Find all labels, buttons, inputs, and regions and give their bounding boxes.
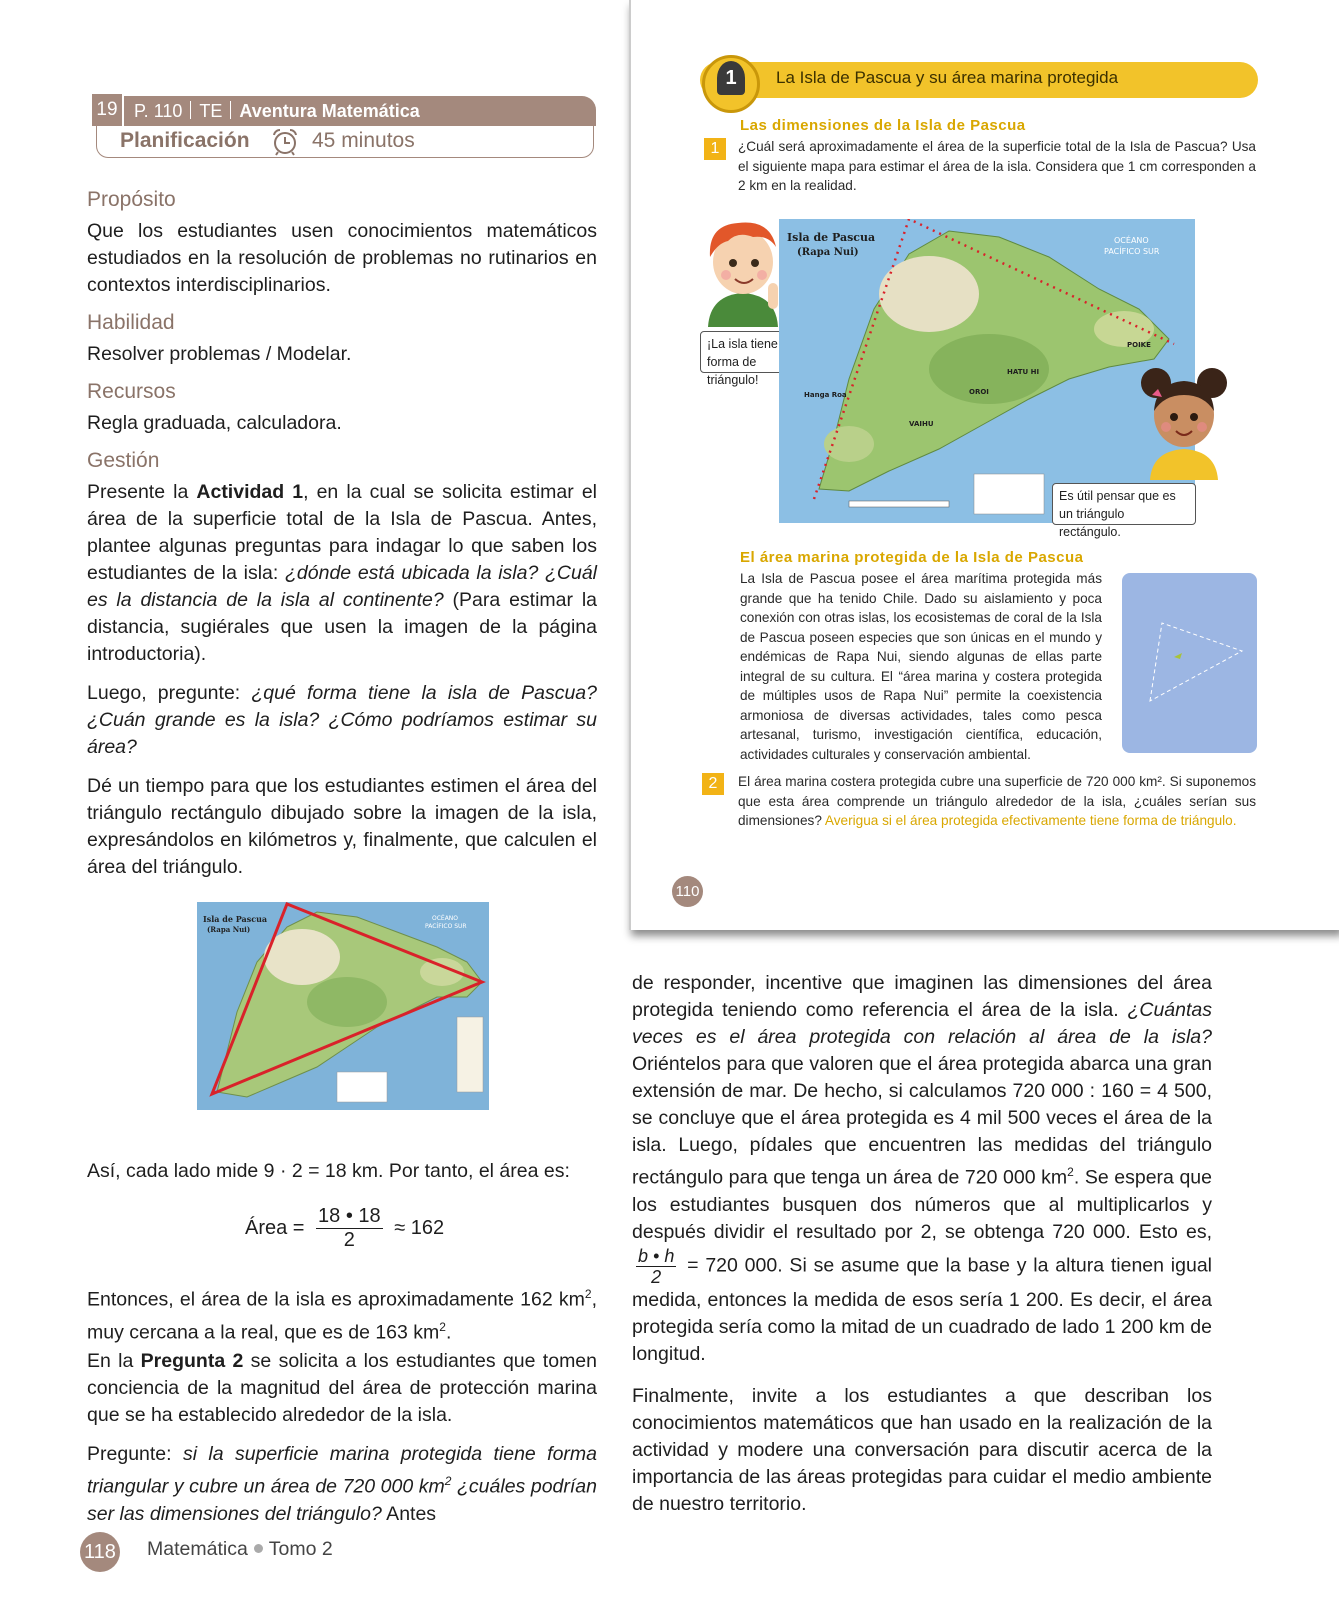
svg-text:(Rapa Nui): (Rapa Nui) bbox=[207, 925, 251, 934]
planning-label: Planificación bbox=[120, 129, 250, 152]
svg-text:OROI: OROI bbox=[969, 388, 989, 396]
girl-character-icon bbox=[1138, 365, 1230, 480]
side-length-text: Así, cada lado mide 9 · 2 = 18 km. Por tanto, el área es: bbox=[87, 1160, 570, 1182]
lesson-number: 19 bbox=[92, 94, 124, 126]
textbook-page-number: 110 bbox=[672, 876, 703, 907]
footer-page-number: 118 bbox=[80, 1532, 120, 1572]
svg-text:PACÍFICO SUR: PACÍFICO SUR bbox=[425, 923, 467, 930]
protected-area-minimap bbox=[1122, 573, 1257, 753]
gestion-paragraph-1: Presente la Actividad 1, en la cual se solicita estimar el área de la superficie total de la Isla de Pascua. Antes, plantee algunas preguntas para indagar lo que saben los estudiantes de la isla: ¿dónde está ubicada la isla? ¿Cuál es la distancia de la isla al continente? (Para estimar la distancia, sugiérales que usen la imagen de la página introductoria). bbox=[87, 481, 598, 665]
te-label: TE bbox=[199, 101, 223, 121]
map-title: Isla de Pascua bbox=[787, 231, 876, 244]
area-formula: Área = $\frac{18 • 18}{2}$ ≈ 162 bbox=[245, 1205, 445, 1251]
header-info bbox=[134, 96, 420, 126]
question-2-text: El área marina costera protegida cubre una superficie de 720 000 km². Si suponemos que esta área comprende un triángulo alrededor de la isla, ¿cuáles serían sus dimensiones? Averigua si el área protegida efectivamente tiene forma de triángulo. bbox=[738, 774, 1256, 828]
alarm-clock-icon bbox=[270, 128, 300, 156]
boy-character-icon bbox=[698, 217, 788, 327]
svg-text:HATU HI: HATU HI bbox=[1007, 368, 1040, 376]
speech-bubble-girl: Es útil pensar que es un triángulo rectángulo. bbox=[1052, 483, 1196, 525]
right-paragraph-1: de responder, incentive que imaginen las dimensiones del área protegida teniendo como referencia el área de la isla. ¿Cuántas veces es el área protegida con relación al área de la isla? Oriéntelos para que valoren que el área protegida abarca una gran extensión de mar. De hecho, si calculamos 720 000 : 160 = 4 500, se concluye que el área protegida es 4 mil 500 veces el área de la isla. Luego, pídales que encuentren las medidas del triángulo rectángulo para que tenga un área de 720 000 $km^2$. Se espera que los estudiantes busquen dos números que al multiplicarlos y después dividir el resultado por 2, se obtenga 720 000. Esto es, $\frac{b • h}{2}$ = 720 000. Si se asume que la base y la altura tienen igual medida, entonces la medida de esos sería 1 200. Es decir, el área protegida sería como la mitad de un cuadrado de lado 1 200 km de longitud. bbox=[632, 972, 1213, 1365]
svg-text:OCÉANO: OCÉANO bbox=[1114, 236, 1149, 245]
recursos-text: Regla graduada, calculadora. bbox=[87, 412, 342, 434]
right-paragraph-2: Finalmente, invite a los estudiantes a que describan los conocimientos matemáticos que han usado en la realización de la actividad y modere una conversación para discutir acerca de la importancia de las áreas protegidas para cuidar el medio ambiente de nuestro territorio. bbox=[632, 1385, 1212, 1515]
pregunte-text: Pregunte: si la superficie marina protegida tiene forma triangular y cubre un área de 720 000 $km^2$ ¿cuáles podrían ser las dimensiones del triángulo? Antes bbox=[87, 1443, 597, 1525]
svg-text:OCÉANO: OCÉANO bbox=[432, 915, 459, 922]
gestion-heading: Gestión bbox=[87, 449, 160, 472]
activity-number: 1 bbox=[717, 61, 745, 95]
proposito-heading: Propósito bbox=[87, 188, 176, 211]
svg-text:VAIHU: VAIHU bbox=[909, 420, 934, 428]
activity-title: La Isla de Pascua y su área marina protegida bbox=[776, 68, 1119, 87]
speech-bubble-boy: ¡La isla tiene forma de triángulo! bbox=[700, 331, 818, 373]
svg-text:PACÍFICO SUR: PACÍFICO SUR bbox=[1104, 247, 1160, 256]
gestion-paragraph-2: Luego, pregunte: ¿qué forma tiene la isla de Pascua? ¿Cuán grande es la isla? ¿Cómo podríamos estimar su área? bbox=[87, 682, 597, 758]
habilidad-text: Resolver problemas / Modelar. bbox=[87, 343, 352, 365]
island-map-with-triangle bbox=[197, 902, 489, 1110]
gestion-paragraph-3: Dé un tiempo para que los estudiantes estimen el área del triángulo rectángulo dibujado sobre la imagen de la isla, expresándolos en kilómetros y, finalmente, que calculen el área del triángulo. bbox=[87, 775, 597, 878]
question-1-badge: 1 bbox=[704, 138, 726, 160]
left-map-title: Isla de Pascua bbox=[203, 914, 268, 924]
recursos-heading: Recursos bbox=[87, 380, 176, 403]
svg-text:(Rapa Nui): (Rapa Nui) bbox=[797, 247, 859, 258]
svg-text:Hanga Roa: Hanga Roa bbox=[804, 391, 847, 399]
island-map bbox=[779, 219, 1195, 523]
duration: 45 minutos bbox=[312, 129, 415, 152]
question-2-badge: 2 bbox=[702, 773, 724, 795]
footer-book: Matemática Tomo 2 bbox=[147, 1538, 333, 1560]
subheading-protected-area: El área marina protegida de la Isla de Pascua bbox=[740, 549, 1084, 566]
question-1-text: ¿Cuál será aproximadamente el área de la superficie total de la Isla de Pascua? Usa el siguiente mapa para estimar el área de la isla. Considera que 1 cm corresponden a 2 km en la realidad. bbox=[738, 139, 1256, 193]
protected-area-text: La Isla de Pascua posee el área marítima protegida más grande que ha tenido Chile. Dado su aislamiento y poca conexión con otras islas, los ecosistemas de coral de la Isla de Pascua poseen especies que son únicas en el mundo y endémicas de Rapa Nui, siendo algunas de ellas parte integral de su cultura. El “área marina y costera protegida de múltiples usos de Rapa Nui” permite la coexistencia armoniosa de diversas actividades, tales como pesca artesanal, turismo, investigación científica, educación, actividades culturales y conservación ambiental. bbox=[740, 571, 1102, 762]
svg-text:POIKE: POIKE bbox=[1127, 341, 1151, 349]
proposito-text: Que los estudiantes usen conocimientos matemáticos estudiados en la resolución de problemas no rutinarios en contextos interdisciplinarios. bbox=[87, 220, 597, 296]
page-ref: P. 110 bbox=[134, 101, 183, 121]
pregunta2-text: En la Pregunta 2 se solicita a los estudiantes que tomen conciencia de la magnitud del área de protección marina que se ha establecido alrededor de la isla. bbox=[87, 1350, 598, 1426]
conclusion-text: Entonces, el área de la isla es aproximadamente 162 $km^2$, muy cercana a la real, que es de 163 $km^2$. bbox=[87, 1287, 597, 1343]
book-title: Aventura Matemática bbox=[239, 101, 420, 121]
subheading-dimensions: Las dimensiones de la Isla de Pascua bbox=[740, 117, 1026, 134]
habilidad-heading: Habilidad bbox=[87, 311, 175, 334]
